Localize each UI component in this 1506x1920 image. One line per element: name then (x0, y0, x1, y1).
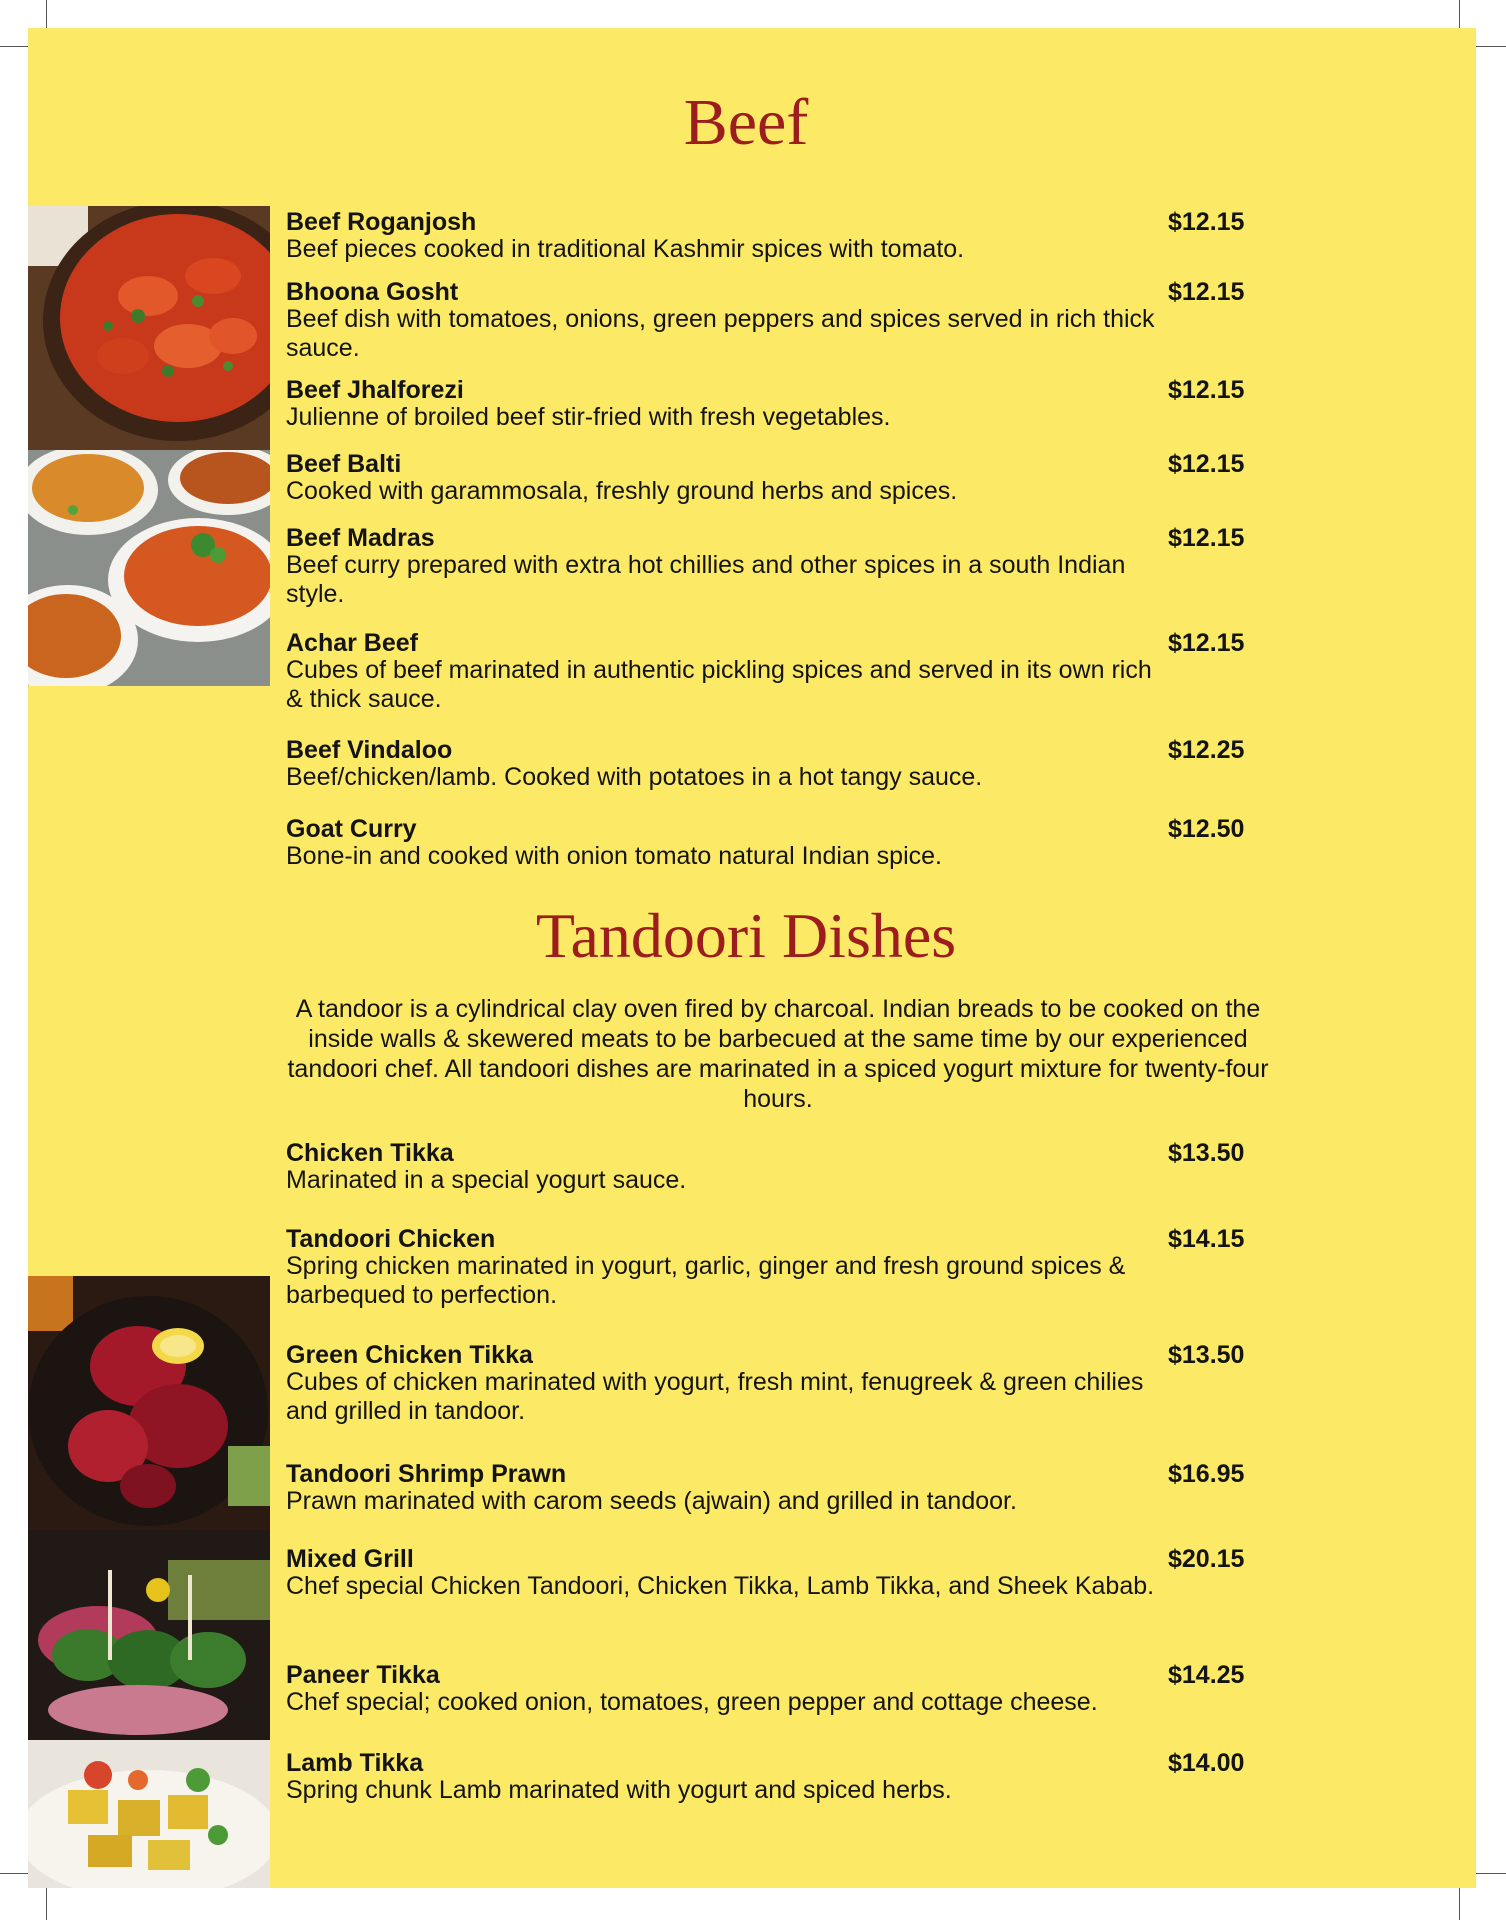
menu-item-name: Paneer Tikka (286, 1661, 440, 1689)
menu-item-description: Marinated in a special yogurt sauce. (286, 1166, 687, 1194)
menu-item-name: Achar Beef (286, 629, 418, 657)
menu-item-description: Julienne of broiled beef stir-fried with fresh vegetables. (286, 403, 891, 431)
tandoori-intro-text: A tandoor is a cylindrical clay oven fired by charcoal. Indian breads to be cooked on the inside walls & skewered meats to be barbecued at the same time by our experienced tandoori chef. All tandoori dishes are marinated in a spiced yogurt mixture for twenty-four hours. (287, 995, 1269, 1113)
menu-item-name: Chicken Tikka (286, 1139, 454, 1167)
menu-item-description: Spring chunk Lamb marinated with yogurt and spiced herbs. (286, 1776, 952, 1804)
menu-item-name: Bhoona Gosht (286, 278, 459, 306)
crop-mark (1472, 46, 1506, 47)
menu-item-price: $14.15 (1168, 1225, 1245, 1253)
menu-item-name: Green Chicken Tikka (286, 1341, 533, 1369)
menu-item-name: Beef Vindaloo (286, 736, 453, 764)
crop-mark (1472, 1873, 1506, 1874)
menu-item-description: Cooked with garammosala, freshly ground herbs and spices. (286, 477, 958, 505)
menu-item-price: $14.25 (1168, 1661, 1245, 1689)
menu-item-price: $13.50 (1168, 1341, 1245, 1369)
food-photo-paneer-tikka (28, 1740, 270, 1888)
menu-item-description: Beef/chicken/lamb. Cooked with potatoes in a hot tangy sauce. (286, 763, 983, 791)
food-photo-curry-bowls (28, 450, 270, 686)
menu-item-name: Beef Madras (286, 524, 435, 552)
menu-item-name: Tandoori Shrimp Prawn (286, 1460, 567, 1488)
food-photo-green-tikka (28, 1530, 270, 1740)
food-photo-butter-chicken (28, 206, 270, 450)
section-title-beef: Beef (683, 86, 809, 159)
crop-mark (46, 1886, 47, 1920)
menu-item-description: Chef special Chicken Tandoori, Chicken Tikka, Lamb Tikka, and Sheek Kabab. (286, 1572, 1155, 1600)
menu-item-name: Tandoori Chicken (286, 1225, 496, 1253)
food-photo-tandoori-chicken (28, 1276, 270, 1530)
menu-item-name: Goat Curry (286, 815, 417, 843)
menu-item-description: Spring chicken marinated in yogurt, garlic, ginger and fresh ground spices & barbequed to perfection. (286, 1252, 1126, 1309)
menu-item-name: Mixed Grill (286, 1545, 414, 1573)
menu-item-price: $12.15 (1168, 208, 1245, 236)
menu-item-price: $16.95 (1168, 1460, 1245, 1488)
menu-item-description: Cubes of chicken marinated with yogurt, fresh mint, fenugreek & green chilies and grilled in tandoor. (286, 1368, 1144, 1425)
menu-item-price: $13.50 (1168, 1139, 1245, 1167)
menu-item-name: Lamb Tikka (286, 1749, 424, 1777)
menu-page (28, 28, 1476, 1888)
menu-item-name: Beef Jhalforezi (286, 376, 464, 404)
menu-item-name: Beef Roganjosh (286, 208, 477, 236)
menu-item-price: $12.25 (1168, 736, 1245, 764)
menu-item-price: $12.15 (1168, 629, 1245, 657)
menu-item-name: Beef Balti (286, 450, 402, 478)
menu-item-description: Chef special; cooked onion, tomatoes, green pepper and cottage cheese. (286, 1688, 1098, 1716)
menu-item-description: Bone-in and cooked with onion tomato natural Indian spice. (286, 842, 942, 870)
menu-item-price: $12.15 (1168, 524, 1245, 552)
menu-item-description: Prawn marinated with carom seeds (ajwain) and grilled in tandoor. (286, 1487, 1017, 1515)
section-title-tandoori: Tandoori Dishes (535, 900, 957, 971)
menu-item-description: Cubes of beef marinated in authentic pickling spices and served in its own rich & thick sauce. (286, 656, 1152, 713)
menu-item-description: Beef curry prepared with extra hot chillies and other spices in a south Indian style. (286, 551, 1126, 608)
menu-item-description: Beef dish with tomatoes, onions, green peppers and spices served in rich thick sauce. (286, 305, 1155, 362)
menu-item-price: $12.15 (1168, 278, 1245, 306)
menu-item-price: $12.15 (1168, 450, 1245, 478)
menu-item-price: $12.50 (1168, 815, 1245, 843)
menu-item-price: $20.15 (1168, 1545, 1245, 1573)
crop-mark (1459, 1886, 1460, 1920)
menu-item-price: $14.00 (1168, 1749, 1245, 1777)
menu-item-description: Beef pieces cooked in traditional Kashmir spices with tomato. (286, 235, 965, 263)
menu-item-price: $12.15 (1168, 376, 1245, 404)
